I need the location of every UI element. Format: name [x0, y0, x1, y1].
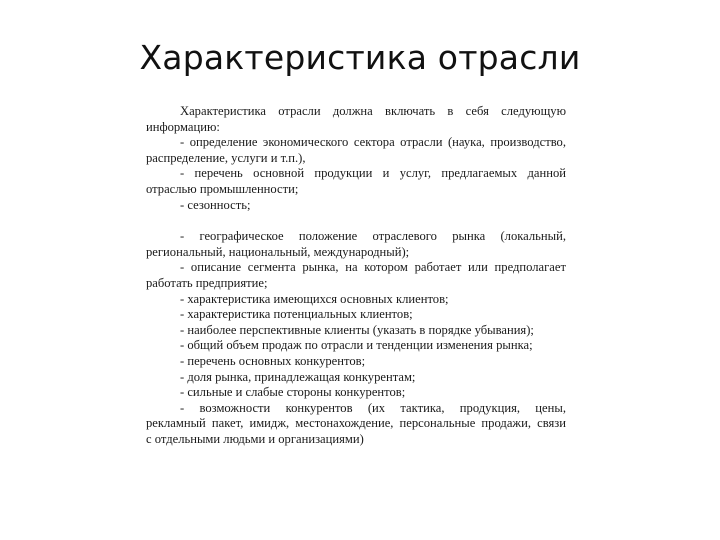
document-line: рекламный пакет, имидж, местонахождение, персональные продажи, связи: [146, 416, 566, 431]
slide-title: Характеристика отрасли: [139, 38, 581, 77]
document-line: работать предприятие;: [146, 275, 268, 290]
document-line: отраслью промышленности;: [146, 181, 299, 196]
document-line: - общий объем продаж по отрасли и тенденции изменения рынка;: [180, 338, 533, 353]
document-line: - характеристика имеющихся основных клиентов;: [180, 291, 449, 306]
document-line: - наиболее перспективные клиенты (указать в порядке убывания);: [180, 322, 534, 337]
document-line: распределение, услуги и т.п.),: [146, 150, 306, 165]
document-line: - перечень основной продукции и услуг, предлагаемых данной: [180, 166, 566, 181]
document-line: - перечень основных конкурентов;: [180, 353, 366, 368]
document-line: - доля рынка, принадлежащая конкурентам;: [180, 369, 416, 384]
document-line: - описание сегмента рынка, на котором работает или предполагает: [180, 260, 566, 275]
document-line: - характеристика потенциальных клиентов;: [180, 307, 413, 322]
document-line: - возможности конкурентов (их тактика, продукция, цены,: [180, 400, 566, 415]
document-line: Характеристика отрасли должна включать в себя следующую: [180, 104, 566, 118]
document-text-block: [146, 104, 566, 447]
document-line: - определение экономического сектора отрасли (наука, производство,: [180, 135, 566, 150]
document-line: - сильные и слабые стороны конкурентов;: [180, 385, 406, 400]
paragraph-gap: [146, 213, 566, 229]
document-line: - географическое положение отраслевого рынка (локальный,: [180, 229, 566, 244]
document-line: - сезонность;: [180, 197, 251, 212]
document-line: региональный, национальный, международный);: [146, 244, 410, 259]
document-line: с отдельными людьми и организациями): [146, 431, 364, 446]
document-line: информацию:: [146, 119, 220, 134]
